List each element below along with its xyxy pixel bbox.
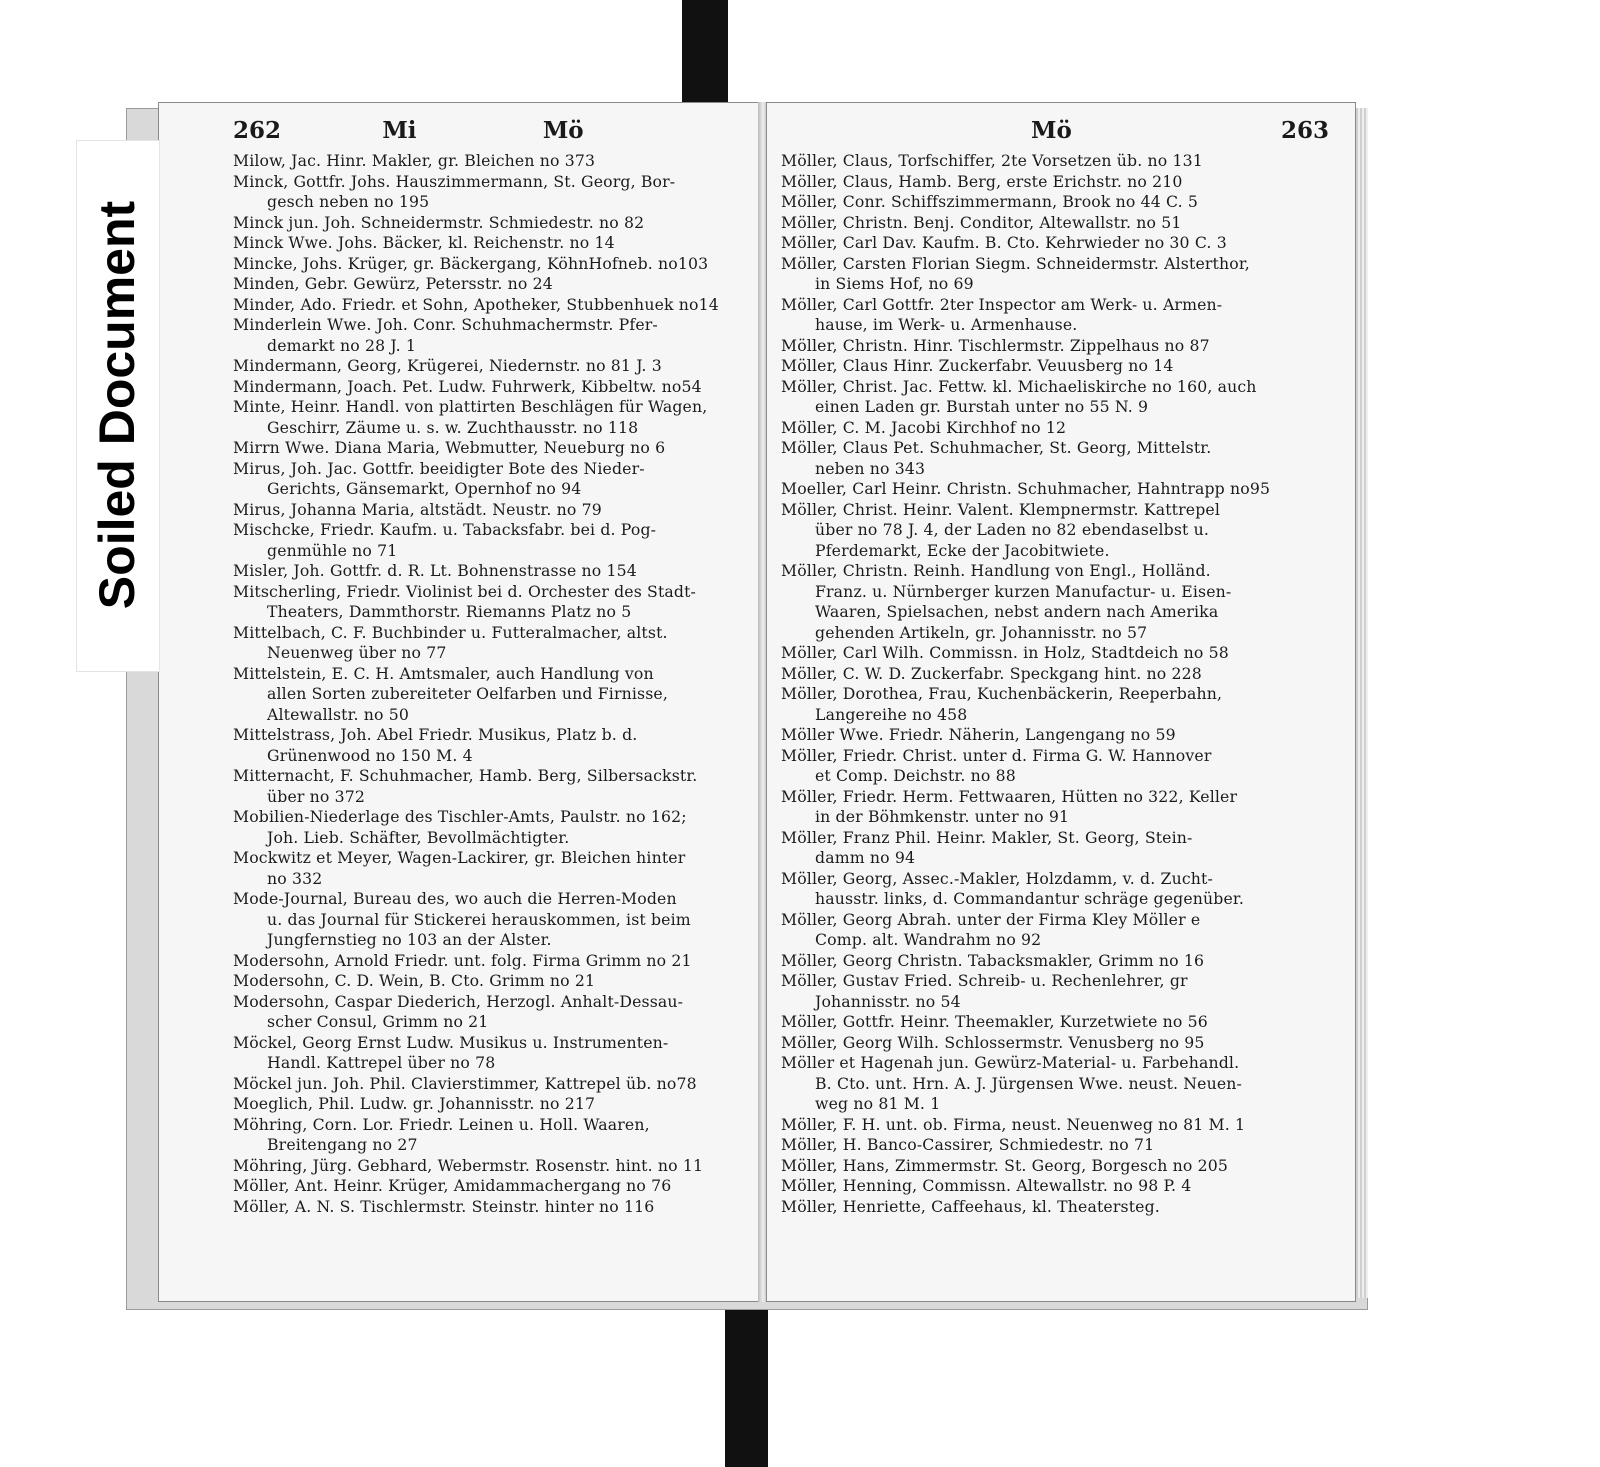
directory-entries xyxy=(781,151,1329,1217)
entry-line: Moeglich, Phil. Ludw. gr. Johannisstr. no 217 xyxy=(233,1094,596,1113)
entry-continuation-line: demarkt no 28 J. 1 xyxy=(267,335,417,355)
entry-line: Möller et Hagenah jun. Gewürz-Material- u. Farbehandl. xyxy=(781,1053,1240,1072)
entry-continuation-line: Breitengang no 27 xyxy=(267,1135,418,1154)
directory-entry xyxy=(781,828,1329,869)
directory-entry xyxy=(781,213,1329,234)
directory-entry xyxy=(233,315,740,356)
entry-continuation-line: no 332 xyxy=(267,868,323,888)
entry-line: Modersohn, Arnold Friedr. unt. folg. Firma Grimm no 21 xyxy=(233,950,692,970)
directory-entry xyxy=(781,869,1329,910)
directory-entry xyxy=(233,151,740,172)
directory-entry xyxy=(781,336,1329,357)
entry-line: Möller, Hans, Zimmermstr. St. Georg, Borgesch no 205 xyxy=(781,1155,1228,1175)
directory-entry xyxy=(233,725,740,766)
entry-line: Möller, Ant. Heinr. Krüger, Amidammachergang no 76 xyxy=(233,1176,672,1195)
page-edge xyxy=(1356,108,1368,1298)
binding-strip-top xyxy=(682,0,728,112)
entry-line: Minte, Heinr. Handl. von plattirten Beschlägen für Wagen, xyxy=(233,397,708,416)
entry-continuation-line: Pferdemarkt, Ecke der Jacobitwiete. xyxy=(815,540,1110,560)
entry-line: Möller, Gustav Fried. Schreib- u. Rechenlehrer, gr xyxy=(781,971,1188,990)
entry-line: Möller, H. Banco-Cassirer, Schmiedestr. no 71 xyxy=(781,1135,1155,1154)
entry-line: Möller, F. H. unt. ob. Firma, neust. Neuenweg no 81 M. 1 xyxy=(781,1114,1246,1134)
entry-line: Möller, Christn. Reinh. Handlung von Engl., Holländ. xyxy=(781,561,1211,580)
entry-line: Möller, Georg, Assec.-Makler, Holzdamm, v. d. Zucht- xyxy=(781,868,1213,888)
entry-line: Mirus, Johanna Maria, altstädt. Neustr. no 79 xyxy=(233,499,602,519)
directory-entries xyxy=(233,151,740,1217)
entry-line: Mittelstrass, Joh. Abel Friedr. Musikus, Platz b. d. xyxy=(233,725,638,744)
directory-entry xyxy=(781,500,1329,562)
entry-line: Möller, Carl Dav. Kaufm. B. Cto. Kehrwieder no 30 C. 3 xyxy=(781,233,1227,252)
entry-line: Möller, Franz Phil. Heinr. Makler, St. Georg, Stein- xyxy=(781,827,1193,847)
entry-line: Möller, A. N. S. Tischlermstr. Steinstr. hinter no 116 xyxy=(233,1196,655,1216)
entry-line: Mobilien-Niederlage des Tischler-Amts, Paulstr. no 162; xyxy=(233,807,687,826)
directory-entry xyxy=(781,1033,1329,1054)
entry-line: Möller, Carl Wilh. Commissn. in Holz, Stadtdeich no 58 xyxy=(781,643,1229,662)
entry-continuation-line: B. Cto. unt. Hrn. A. J. Jürgensen Wwe. neust. Neuen- xyxy=(815,1073,1243,1093)
directory-entry xyxy=(233,766,740,807)
directory-entry xyxy=(233,377,740,398)
entry-line: Mitternacht, F. Schuhmacher, Hamb. Berg, Silbersackstr. xyxy=(233,766,698,785)
directory-entry xyxy=(233,438,740,459)
entry-line: Möller, Georg Christn. Tabacksmakler, Grimm no 16 xyxy=(781,950,1205,970)
directory-entry xyxy=(781,1053,1329,1115)
directory-entry xyxy=(781,1156,1329,1177)
directory-entry xyxy=(233,213,740,234)
entry-line: Mittelstein, E. C. H. Amtsmaler, auch Handlung von xyxy=(233,663,654,683)
entry-line: Minck jun. Joh. Schneidermstr. Schmiedestr. no 82 xyxy=(233,212,645,232)
entry-continuation-line: Joh. Lieb. Schäfter, Bevollmächtigter. xyxy=(267,827,570,847)
directory-entry xyxy=(233,1115,740,1156)
entry-continuation-line: Altewallstr. no 50 xyxy=(267,704,410,724)
directory-entry xyxy=(233,1074,740,1095)
directory-entry xyxy=(781,151,1329,172)
directory-entry xyxy=(781,192,1329,213)
directory-entry xyxy=(781,664,1329,685)
directory-entry xyxy=(781,377,1329,418)
directory-entry xyxy=(233,1176,740,1197)
entry-line: Möller, Henriette, Caffeehaus, kl. Theatersteg. xyxy=(781,1196,1160,1216)
left-page-header xyxy=(233,117,740,149)
entry-continuation-line: scher Consul, Grimm no 21 xyxy=(267,1012,489,1031)
entry-continuation-line: Comp. alt. Wandrahm no 92 xyxy=(815,930,1042,949)
entry-line: Minck Wwe. Johs. Bäcker, kl. Reichenstr. no 14 xyxy=(233,233,615,252)
directory-entry xyxy=(781,643,1329,664)
entry-line: Möller, Carl Gottfr. 2ter Inspector am Werk- u. Armen- xyxy=(781,294,1223,314)
directory-entry xyxy=(781,746,1329,787)
directory-entry xyxy=(781,1115,1329,1136)
entry-line: Möller, C. W. D. Zuckerfabr. Speckgang hint. no 228 xyxy=(781,663,1202,683)
entry-line: Möller, Christ. Jac. Fettw. kl. Michaeliskirche no 160, auch xyxy=(781,376,1257,396)
entry-line: Möller, Claus, Torfschiffer, 2te Vorsetzen üb. no 131 xyxy=(781,151,1203,170)
entry-line: Mittelbach, C. F. Buchbinder u. Futteralmacher, altst. xyxy=(233,622,668,642)
directory-entry xyxy=(781,1012,1329,1033)
running-head: Mö xyxy=(542,117,584,144)
entry-line: Möller, Carsten Florian Siegm. Schneidermstr. Alsterthor, xyxy=(781,253,1250,273)
entry-line: Modersohn, Caspar Diederich, Herzogl. Anhalt-Dessau- xyxy=(233,991,684,1011)
binding-strip-bottom xyxy=(725,1300,768,1467)
entry-line: Mindermann, Georg, Krügerei, Niedernstr. no 81 J. 3 xyxy=(233,356,662,375)
directory-entry xyxy=(781,479,1329,500)
entry-continuation-line: u. das Journal für Stickerei herauskommen, ist beim xyxy=(267,909,691,929)
directory-entry xyxy=(781,1197,1329,1218)
directory-entry xyxy=(781,438,1329,479)
entry-line: Möller, Claus, Hamb. Berg, erste Erichstr. no 210 xyxy=(781,171,1183,191)
entry-continuation-line: hausstr. links, d. Commandantur schräge gegenüber. xyxy=(815,889,1244,908)
left-page xyxy=(158,102,761,1302)
directory-entry xyxy=(781,787,1329,828)
directory-entry xyxy=(781,1176,1329,1197)
entry-continuation-line: in der Böhmkenstr. unter no 91 xyxy=(815,807,1070,826)
directory-entry xyxy=(233,520,740,561)
entry-continuation-line: Franz. u. Nürnberger kurzen Manufactur- u. Eisen- xyxy=(815,581,1232,601)
running-head: Mö xyxy=(1031,117,1072,144)
entry-continuation-line: gesch neben no 195 xyxy=(267,192,430,211)
entry-line: Möller, Christn. Benj. Conditor, Altewallstr. no 51 xyxy=(781,212,1182,232)
entry-continuation-line: gehenden Artikeln, gr. Johannisstr. no 57 xyxy=(815,622,1148,642)
entry-line: Möller, Dorothea, Frau, Kuchenbäckerin, Reeperbahn, xyxy=(781,684,1223,703)
directory-entry xyxy=(233,561,740,582)
directory-entry xyxy=(233,951,740,972)
entry-line: Möhring, Corn. Lor. Friedr. Leinen u. Holl. Waaren, xyxy=(233,1114,650,1134)
directory-entry xyxy=(233,992,740,1033)
entry-line: Mockwitz et Meyer, Wagen-Lackirer, gr. Bleichen hinter xyxy=(233,848,686,867)
entry-line: Milow, Jac. Hinr. Makler, gr. Bleichen no 373 xyxy=(233,151,596,170)
directory-entry xyxy=(781,971,1329,1012)
entry-line: Möller, Gottfr. Heinr. Theemakler, Kurzetwiete no 56 xyxy=(781,1012,1208,1031)
directory-entry xyxy=(233,664,740,726)
entry-continuation-line: Jungfernstieg no 103 an der Alster. xyxy=(267,930,552,949)
right-page-header xyxy=(781,117,1329,149)
entry-line: Mischcke, Friedr. Kaufm. u. Tabacksfabr. bei d. Pog- xyxy=(233,520,657,539)
page-number: 262 xyxy=(233,117,282,144)
directory-entry xyxy=(233,356,740,377)
entry-continuation-line: damm no 94 xyxy=(815,848,916,867)
entry-continuation-line: Geschirr, Zäume u. s. w. Zuchthausstr. no 118 xyxy=(267,417,639,437)
directory-entry xyxy=(233,582,740,623)
soiled-document-text: Soiled Document xyxy=(89,200,145,610)
entry-continuation-line: über no 372 xyxy=(267,786,366,806)
entry-line: Möller, Georg Abrah. unter der Firma Kley Möller e xyxy=(781,909,1201,929)
directory-entry xyxy=(233,889,740,951)
entry-continuation-line: Langereihe no 458 xyxy=(815,704,968,724)
directory-entry xyxy=(233,623,740,664)
directory-entry xyxy=(781,725,1329,746)
entry-line: Möller, Claus Hinr. Zuckerfabr. Veuusberg no 14 xyxy=(781,356,1174,375)
entry-line: Möller, Georg Wilh. Schlossermstr. Venusberg no 95 xyxy=(781,1032,1205,1052)
entry-line: Möller, Friedr. Herm. Fettwaaren, Hütten no 322, Keller xyxy=(781,786,1238,806)
entry-line: Möller Wwe. Friedr. Näherin, Langengang no 59 xyxy=(781,725,1176,744)
directory-entry xyxy=(781,233,1329,254)
right-page xyxy=(766,102,1356,1302)
directory-entry xyxy=(233,1033,740,1074)
directory-entry xyxy=(781,295,1329,336)
entry-line: Möller, Conr. Schiffszimmermann, Brook no 44 C. 5 xyxy=(781,192,1199,211)
entry-line: Möckel jun. Joh. Phil. Clavierstimmer, Kattrepel üb. no78 xyxy=(233,1073,697,1093)
directory-entry xyxy=(233,807,740,848)
directory-entry xyxy=(233,1197,740,1218)
directory-entry xyxy=(781,254,1329,295)
entry-line: Möller, Christn. Hinr. Tischlermstr. Zippelhaus no 87 xyxy=(781,335,1210,355)
directory-entry xyxy=(781,684,1329,725)
entry-line: Möller, Christ. Heinr. Valent. Klempnermstr. Kattrepel xyxy=(781,499,1220,519)
directory-entry xyxy=(781,561,1329,643)
entry-line: Möller, Henning, Commissn. Altewallstr. no 98 P. 4 xyxy=(781,1176,1192,1195)
entry-continuation-line: Waaren, Spielsachen, nebst andern nach Amerika xyxy=(815,602,1219,621)
entry-line: Misler, Joh. Gottfr. d. R. Lt. Bohnenstrasse no 154 xyxy=(233,561,637,580)
running-head: Mi xyxy=(382,117,417,144)
entry-line: Möller, Claus Pet. Schuhmacher, St. Georg, Mittelstr. xyxy=(781,438,1212,457)
entry-continuation-line: neben no 343 xyxy=(815,458,926,478)
directory-entry xyxy=(233,1094,740,1115)
directory-entry xyxy=(233,254,740,275)
entry-line: Mirus, Joh. Jac. Gottfr. beeidigter Bote des Nieder- xyxy=(233,458,645,478)
directory-entry xyxy=(233,233,740,254)
directory-entry xyxy=(233,848,740,889)
entry-continuation-line: Handl. Kattrepel über no 78 xyxy=(267,1053,496,1072)
entry-continuation-line: Johannisstr. no 54 xyxy=(815,991,961,1011)
entry-line: Mindermann, Joach. Pet. Ludw. Fuhrwerk, Kibbeltw. no54 xyxy=(233,376,702,396)
entry-line: Minder, Ado. Friedr. et Sohn, Apotheker, Stubbenhuek no14 xyxy=(233,294,719,314)
entry-line: Minderlein Wwe. Joh. Conr. Schuhmachermstr. Pfer- xyxy=(233,315,658,334)
directory-entry xyxy=(233,295,740,316)
entry-continuation-line: hause, im Werk- u. Armenhause. xyxy=(815,315,1078,334)
entry-line: Minck, Gottfr. Johs. Hauszimmermann, St. Georg, Bor- xyxy=(233,171,676,191)
entry-line: Möhring, Jürg. Gebhard, Webermstr. Rosenstr. hint. no 11 xyxy=(233,1155,704,1175)
entry-line: Möckel, Georg Ernst Ludw. Musikus u. Instrumenten- xyxy=(233,1032,669,1052)
entry-line: Modersohn, C. D. Wein, B. Cto. Grimm no 21 xyxy=(233,971,596,990)
directory-entry xyxy=(233,500,740,521)
directory-entry xyxy=(781,418,1329,439)
entry-continuation-line: weg no 81 M. 1 xyxy=(815,1094,941,1113)
entry-line: Möller, C. M. Jacobi Kirchhof no 12 xyxy=(781,417,1067,437)
directory-entry xyxy=(233,172,740,213)
entry-line: Mitscherling, Friedr. Violinist bei d. Orchester des Stadt- xyxy=(233,581,697,601)
entry-continuation-line: allen Sorten zubereiteter Oelfarben und Firnisse, xyxy=(267,684,669,703)
entry-line: Mirrn Wwe. Diana Maria, Webmutter, Neueburg no 6 xyxy=(233,438,666,457)
directory-entry xyxy=(233,971,740,992)
directory-entry xyxy=(781,172,1329,193)
entry-line: Mode-Journal, Bureau des, wo auch die Herren-Moden xyxy=(233,889,677,908)
directory-entry xyxy=(781,951,1329,972)
entry-continuation-line: einen Laden gr. Burstah unter no 55 N. 9 xyxy=(815,397,1149,416)
directory-entry xyxy=(233,274,740,295)
entry-continuation-line: Gerichts, Gänsemarkt, Opernhof no 94 xyxy=(267,479,582,498)
entry-continuation-line: in Siems Hof, no 69 xyxy=(815,274,974,293)
directory-entry xyxy=(781,356,1329,377)
entry-continuation-line: et Comp. Deichstr. no 88 xyxy=(815,766,1016,785)
directory-entry xyxy=(781,910,1329,951)
entry-continuation-line: Theaters, Dammthorstr. Riemanns Platz no 5 xyxy=(267,602,632,621)
entry-line: Moeller, Carl Heinr. Christn. Schuhmacher, Hahntrapp no95 xyxy=(781,479,1271,498)
entry-line: Minden, Gebr. Gewürz, Petersstr. no 24 xyxy=(233,274,553,293)
entry-line: Möller, Friedr. Christ. unter d. Firma G. W. Hannover xyxy=(781,745,1212,765)
entry-continuation-line: genmühle no 71 xyxy=(267,540,398,560)
directory-entry xyxy=(233,397,740,438)
entry-continuation-line: Neuenweg über no 77 xyxy=(267,643,447,662)
entry-line: Mincke, Johs. Krüger, gr. Bäckergang, KöhnHofneb. no103 xyxy=(233,253,709,273)
entry-continuation-line: über no 78 J. 4, der Laden no 82 ebendaselbst u. xyxy=(815,520,1210,539)
directory-entry xyxy=(781,1135,1329,1156)
directory-entry xyxy=(233,459,740,500)
entry-continuation-line: Grünenwood no 150 M. 4 xyxy=(267,745,473,765)
directory-entry xyxy=(233,1156,740,1177)
page-number: 263 xyxy=(1280,117,1329,144)
